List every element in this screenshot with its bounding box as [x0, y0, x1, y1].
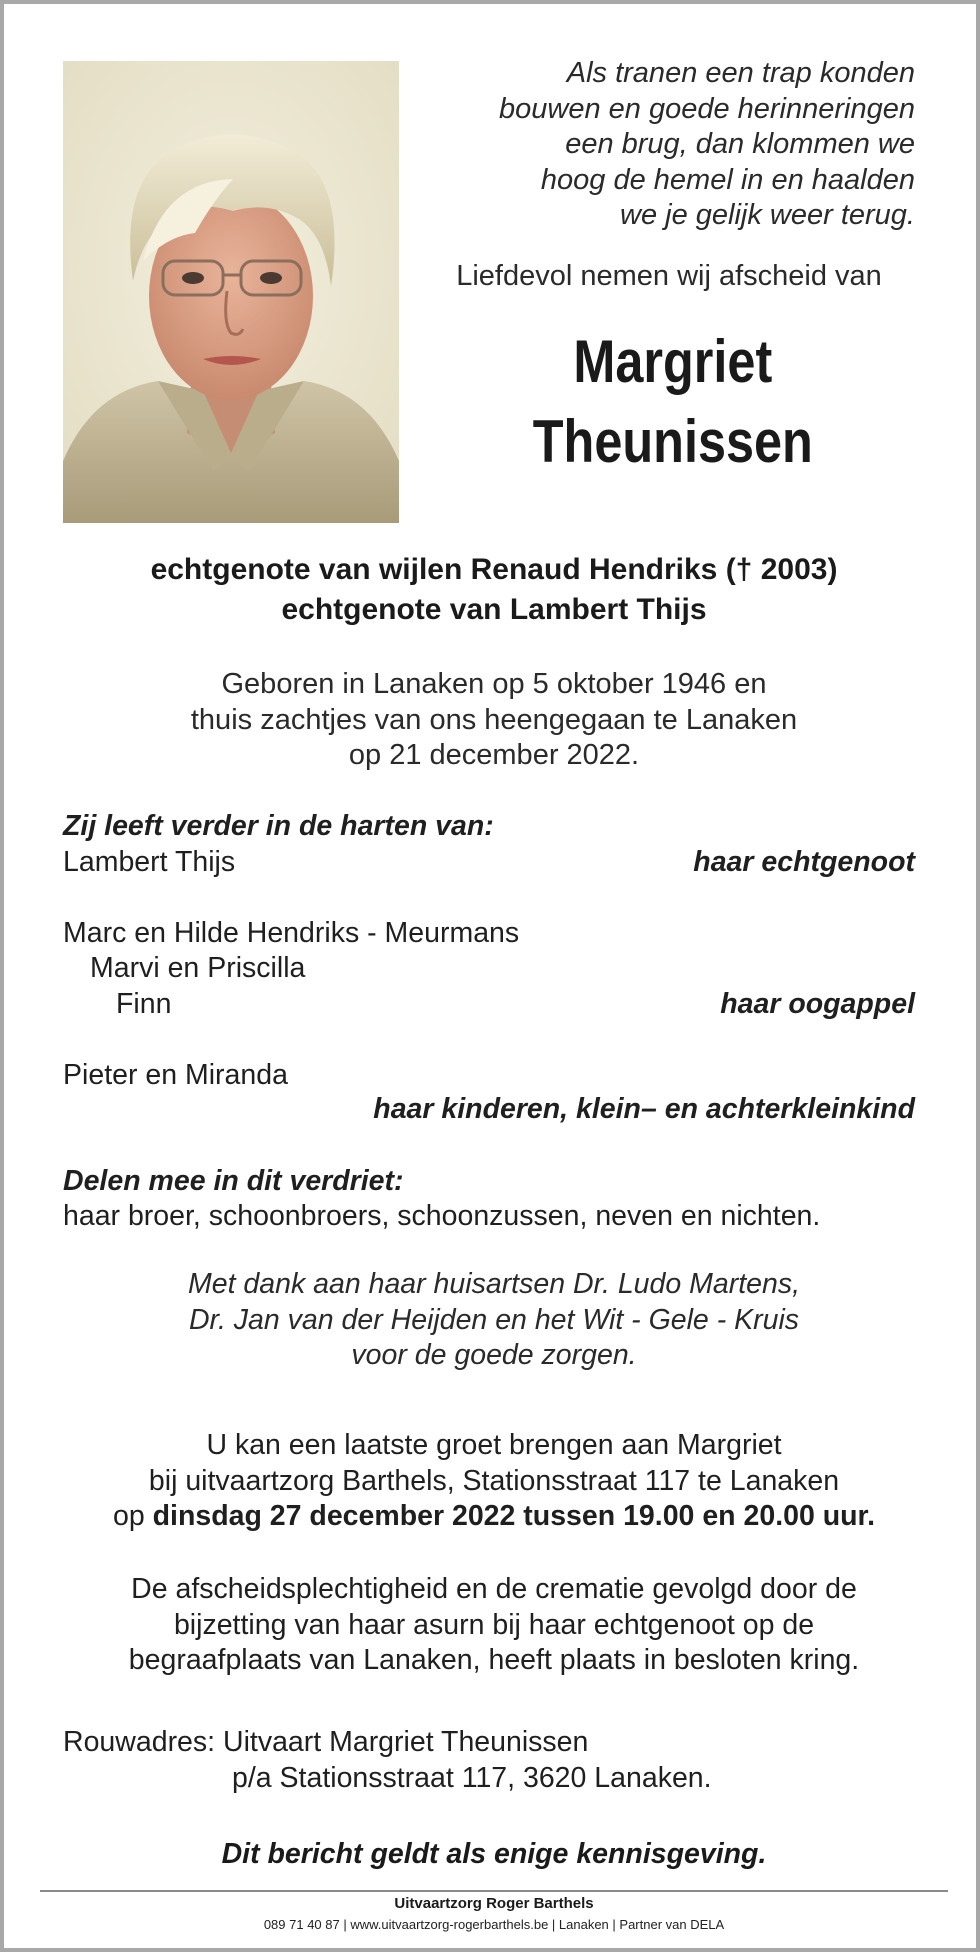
spouse-role: haar echtgenoot: [693, 846, 915, 878]
footer-contact: 089 71 40 87 | www.uitvaartzorg-rogerbarthels.be | Lanaken | Partner van DELA: [263, 1917, 725, 1932]
children-name: Marc en Hilde Hendriks - Meurmans: [63, 917, 520, 949]
thanks-line: Dr. Jan van der Heijden en het Wit - Gele - Kruis: [188, 1303, 800, 1336]
thanks-line: voor de goede zorgen.: [351, 1339, 637, 1371]
visit-info: [44, 1428, 944, 1535]
children-role: haar kinderen, klein– en achterkleinkind: [373, 1093, 915, 1125]
family-heading: Zij leeft verder in de harten van:: [63, 810, 494, 842]
spouse-line: echtgenote van Lambert Thijs: [281, 593, 707, 626]
intro-text: Liefdevol nemen wij afscheid van: [456, 260, 882, 292]
visit-line: [44, 1499, 944, 1535]
poem-line: bouwen en goede herinneringen: [498, 92, 915, 125]
spouse-line: echtgenote van wijlen Renaud Hendriks († 2003): [150, 553, 838, 586]
deceased-name: [463, 322, 883, 482]
address-line2: p/a Stationsstraat 117, 3620 Lanaken.: [232, 1762, 712, 1794]
poem-line: een brug, dan klommen we: [565, 128, 915, 160]
portrait-image: [63, 61, 399, 523]
thanks-line: Met dank aan haar huisartsen Dr. Ludo Martens,: [187, 1268, 801, 1300]
great-grandchild-name: Finn: [116, 988, 172, 1020]
birth-line: Geboren in Lanaken op 5 oktober 1946 en: [221, 668, 767, 700]
ceremony-line: bijzetting van haar asurn bij haar echtgenoot op de: [173, 1608, 815, 1641]
address-line1: Rouwadres: Uitvaart Margriet Theunissen: [63, 1726, 589, 1758]
first-name: Margriet: [573, 328, 773, 395]
grandchildren-name: Marvi en Priscilla: [90, 952, 306, 984]
visit-prefix: op: [113, 1500, 153, 1532]
birth-death-info: [44, 667, 944, 774]
great-grandchild-role: haar oogappel: [720, 988, 915, 1020]
grief-heading: Delen mee in dit verdriet:: [63, 1165, 404, 1197]
visit-line: U kan een laatste groet brengen aan Margriet: [206, 1429, 782, 1461]
ceremony-line: begraafplaats van Lanaken, heeft plaats in besloten kring.: [128, 1644, 860, 1676]
visit-line: bij uitvaartzorg Barthels, Stationsstraat 117 te Lanaken: [148, 1464, 840, 1497]
spouse-name: Lambert Thijs: [63, 846, 236, 878]
footer-divider: [40, 1890, 948, 1892]
poem-line: hoog de hemel in en haalden: [540, 163, 915, 196]
birth-line: thuis zachtjes van ons heengegaan te Lanaken: [190, 703, 798, 736]
poem-line: we je gelijk weer terug.: [620, 199, 915, 231]
poem: [435, 56, 915, 234]
poem-line: Als tranen een trap konden: [566, 57, 915, 89]
child2-name: Pieter en Miranda: [63, 1059, 288, 1091]
grief-text: haar broer, schoonbroers, schoonzussen, neven en nichten.: [63, 1200, 821, 1232]
last-name: Theunissen: [532, 408, 813, 475]
ceremony-info: [44, 1572, 944, 1679]
notice-text: Dit bericht geldt als enige kennisgeving.: [221, 1838, 767, 1870]
spouse-lines: [44, 550, 944, 630]
visit-date: dinsdag 27 december 2022 tussen 19.00 en 20.00 uur.: [152, 1500, 875, 1532]
portrait-photo: [63, 61, 399, 523]
thanks-text: [44, 1267, 944, 1374]
birth-line: op 21 december 2022.: [348, 739, 640, 771]
footer-company: Uitvaartzorg Roger Barthels: [394, 1895, 594, 1912]
ceremony-line: De afscheidsplechtigheid en de crematie gevolgd door de: [131, 1573, 857, 1605]
